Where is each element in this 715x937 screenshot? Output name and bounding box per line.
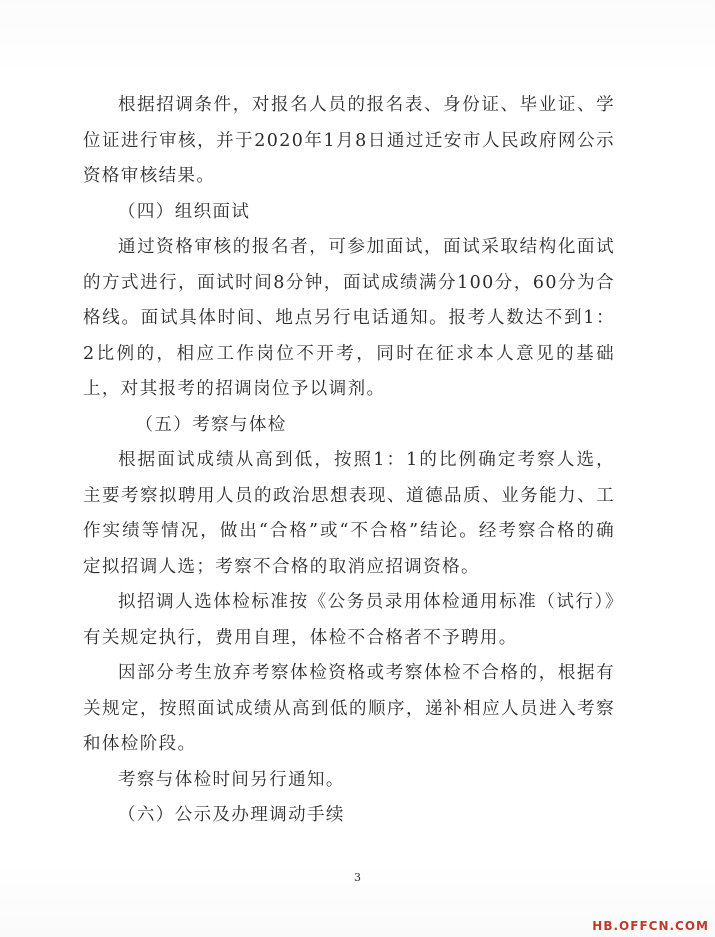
paragraph-substitution: 因部分考生放弃考察体检资格或考察体检不合格的，根据有关规定，按照面试成绩从高到低的顺序，递补相应人员进入考察和体检阶段。 [83,663,615,754]
paragraph-qualification-review: 根据招调条件，对报名人员的报名表、身份证、毕业证、学位证进行审核，并于2020年1月8日通过迁安市人民政府网公示资格审核结果。 [83,95,615,186]
watermark-logo: HB.OFFCN.COM [592,919,709,933]
paragraph-medical-exam: 拟招调人选体检标准按《公务员录用体检通用标准（试行）》有关规定执行，费用自理，体检不合格者不予聘用。 [83,592,615,648]
paragraph-time-notice: 考察与体检时间另行通知。 [118,769,345,790]
paragraph-interview: 通过资格审核的报名者，可参加面试，面试采取结构化面试的方式进行，面试时间8分钟，面试成绩满分100分，60分为合格线。面试具体时间、地点另行电话通知。报考人数达不到1：2比例的，相应工作岗位不开考，同时在征求本人意见的基础上，对其报考的招调岗位予以调剂。 [83,237,615,399]
document-body [83,88,615,834]
section-heading-inspection: （五）考察与体检 [135,414,287,435]
section-heading-publicity: （六）公示及办理调动手续 [118,805,345,825]
paragraph-inspection: 根据面试成绩从高到低，按照1：1的比例确定考察人选，主要考察拟聘用人员的政治思想表现、道德品质、业务能力、工作实绩等情况，做出“合格”或“不合格”结论。经考察合格的确定拟招调人选；考察不合格的取消应招调资格。 [83,450,615,577]
section-heading-interview: （四）组织面试 [118,201,251,222]
page-number: 3 [354,871,361,884]
